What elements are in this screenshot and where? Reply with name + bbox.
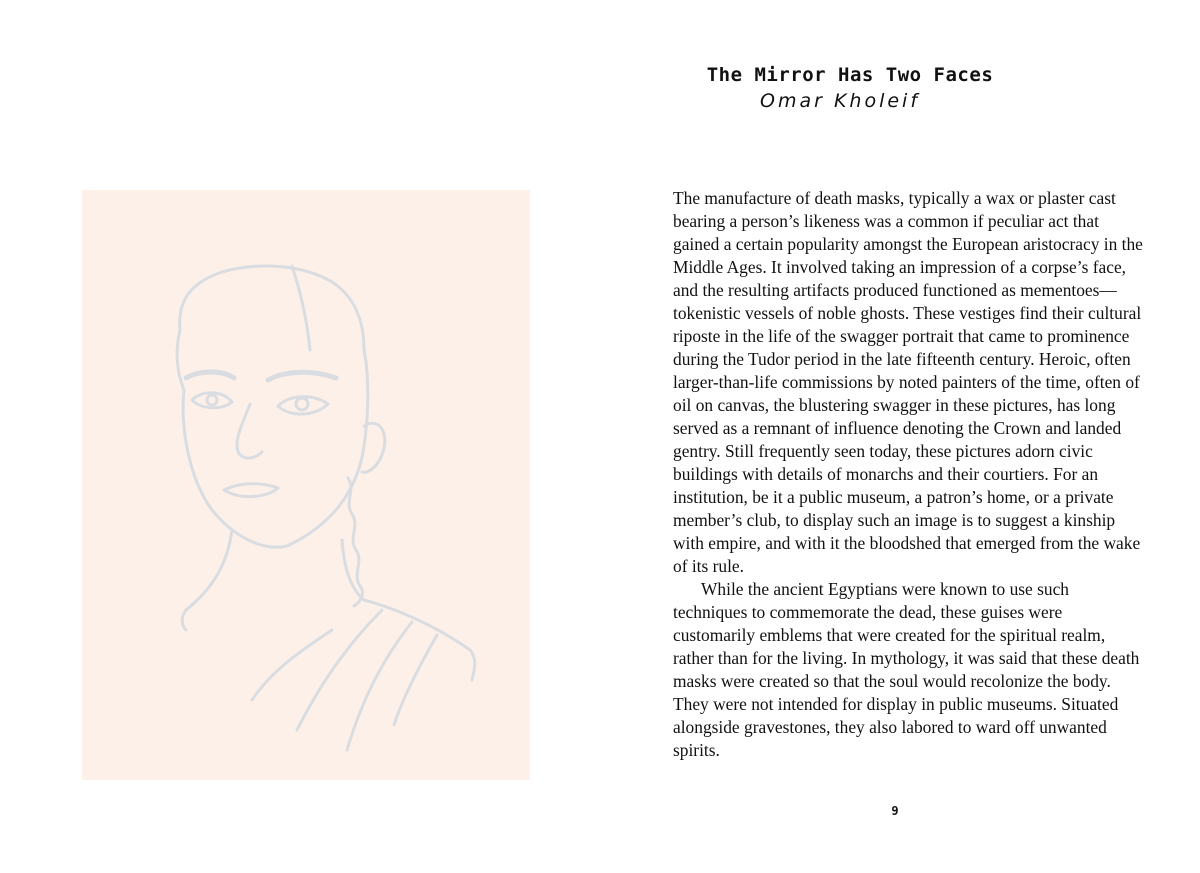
- body-paragraph: The manufacture of death masks, typically a wax or plaster cast bearing a person’s likeness was a common if peculiar act that gained a certain popularity amongst the European aristocracy in the Middle Ages. It involved taking an impression of a corpse’s face, and the resulting artifacts produced functioned as mementoes—tokenistic vessels of noble ghosts. These vestiges find their cultural riposte in the life of the swagger portrait that came to prominence during the Tudor period in the late fifteenth century. Heroic, often larger-than-life commissions by noted painters of the time, often of oil on canvas, the blustering swagger in these pictures, has long served as a remnant of influence denoting the Crown and landed gentry. Still frequently seen today, these pictures adorn civic buildings with details of monarchs and their courtiers. For an institution, be it a public museum, a patron’s home, or a private member’s club, to display such an image is to suggest a kinship with empire, and with it the bloodshed that emerged from the wake of its rule.: [673, 188, 1143, 576]
- portrait-drawing-icon: [82, 190, 530, 780]
- portrait-illustration: [82, 190, 530, 780]
- article-title: The Mirror Has Two Faces: [706, 64, 994, 86]
- article-body: [673, 187, 1143, 762]
- article-header: [700, 62, 1000, 114]
- article-author: Omar Kholeif: [759, 90, 921, 112]
- page-number: 9: [891, 804, 899, 818]
- body-paragraph: While the ancient Egyptians were known to use such techniques to commemorate the dead, these guises were customarily emblems that were created for the spiritual realm, rather than for the living. In mythology, it was said that these death masks were created so that the soul would recolonize the body. They were not intended for display in public museums. Situated alongside gravestones, they also labored to ward off unwanted spirits.: [673, 579, 1140, 760]
